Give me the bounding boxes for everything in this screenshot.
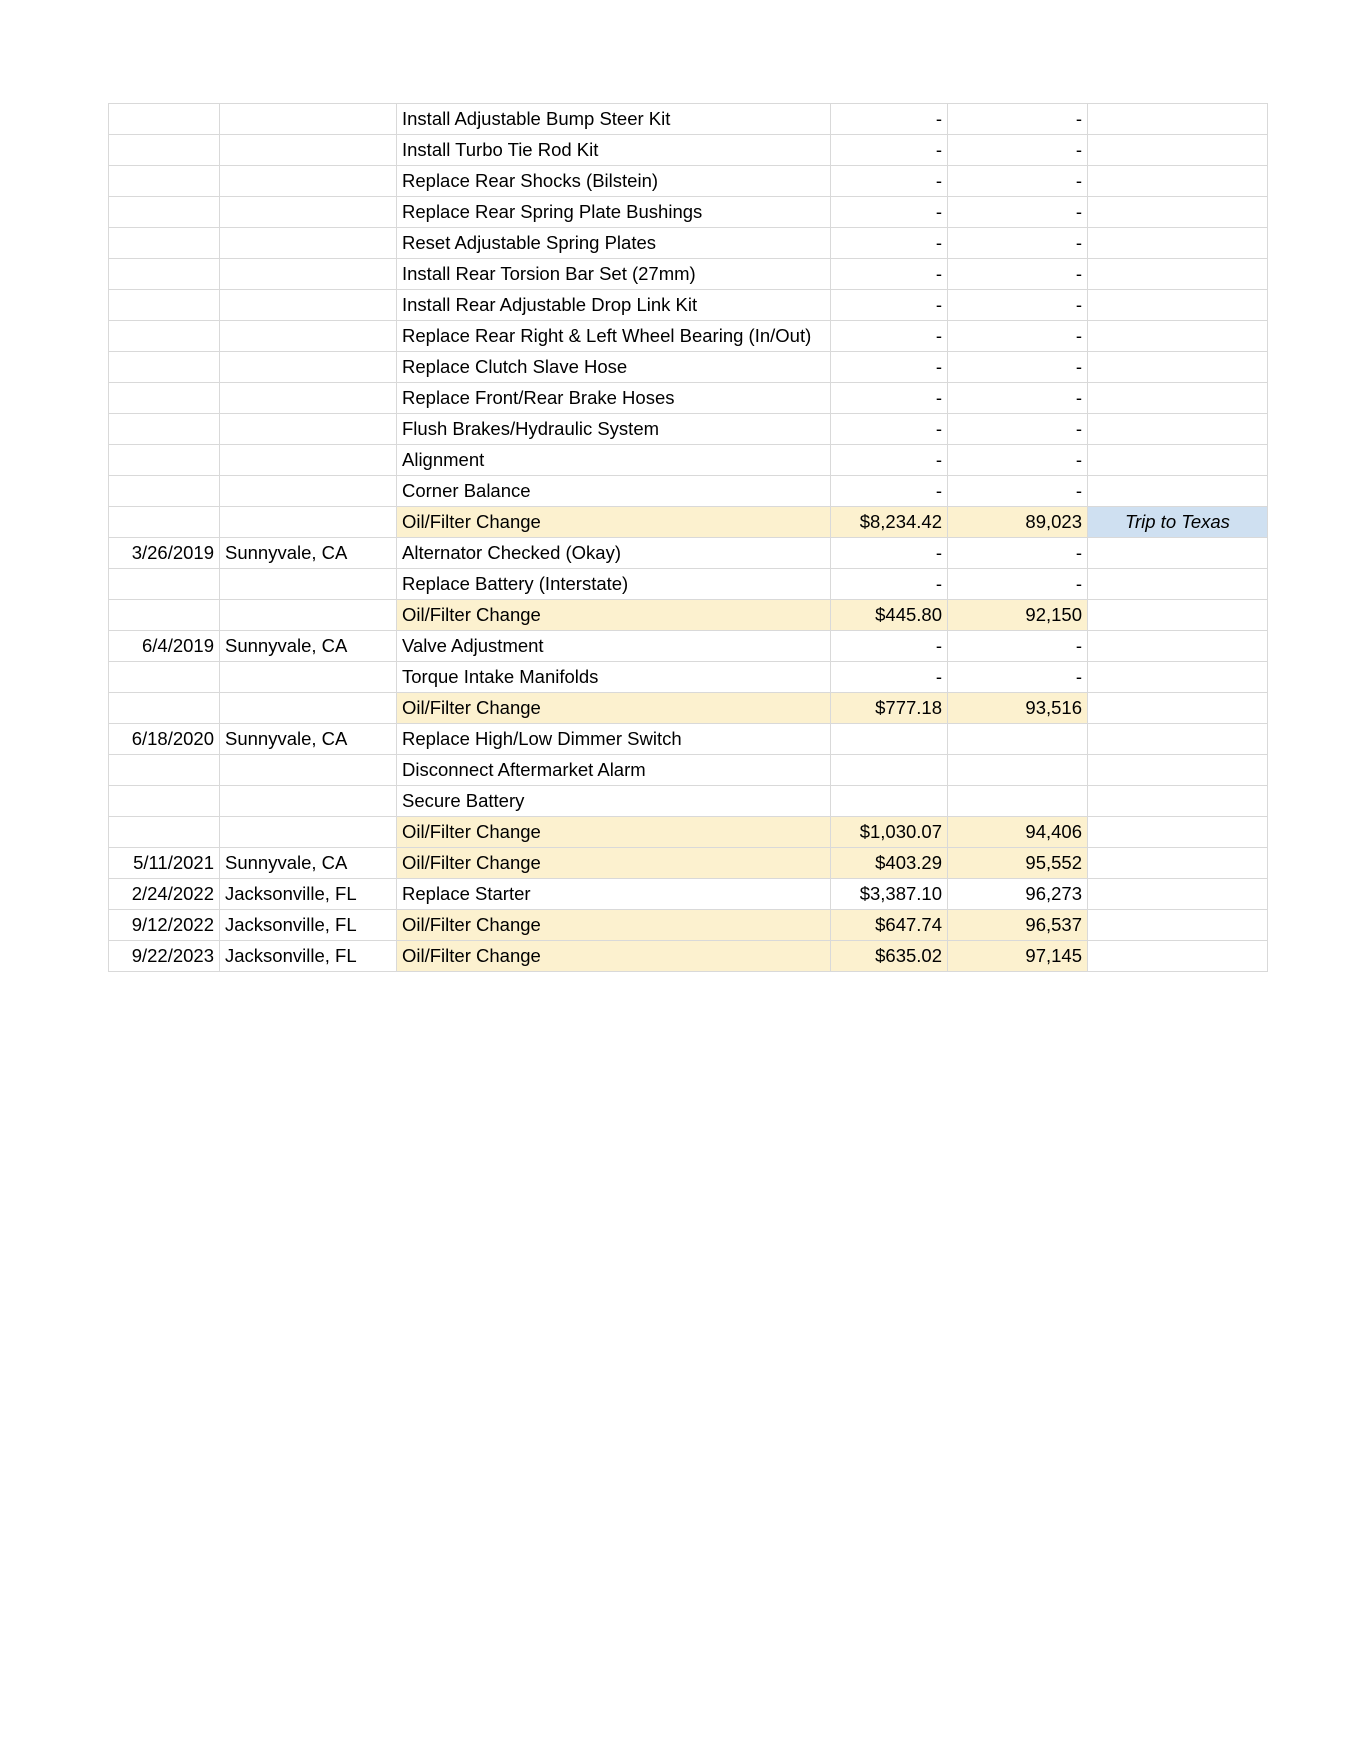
task-cell[interactable]: Alignment: [397, 445, 831, 476]
date-cell[interactable]: [109, 507, 220, 538]
note-cell[interactable]: [1088, 135, 1268, 166]
location-cell[interactable]: Sunnyvale, CA: [220, 538, 397, 569]
cost-cell[interactable]: -: [831, 662, 948, 693]
task-cell[interactable]: Install Rear Adjustable Drop Link Kit: [397, 290, 831, 321]
date-cell[interactable]: [109, 197, 220, 228]
note-cell[interactable]: [1088, 631, 1268, 662]
table-row: [109, 662, 1268, 693]
mileage-cell[interactable]: -: [948, 476, 1088, 507]
cost-cell[interactable]: -: [831, 538, 948, 569]
task-cell[interactable]: Replace Battery (Interstate): [397, 569, 831, 600]
task-cell[interactable]: Oil/Filter Change: [397, 941, 831, 972]
note-cell[interactable]: Trip to Texas: [1088, 507, 1268, 538]
cost-cell[interactable]: -: [831, 321, 948, 352]
task-cell[interactable]: Flush Brakes/Hydraulic System: [397, 414, 831, 445]
table-row: [109, 507, 1268, 538]
cost-cell[interactable]: -: [831, 228, 948, 259]
cost-cell[interactable]: $445.80: [831, 600, 948, 631]
note-cell[interactable]: [1088, 724, 1268, 755]
mileage-cell[interactable]: [948, 786, 1088, 817]
note-cell[interactable]: [1088, 476, 1268, 507]
mileage-cell[interactable]: -: [948, 197, 1088, 228]
note-cell[interactable]: [1088, 259, 1268, 290]
location-cell[interactable]: Sunnyvale, CA: [220, 631, 397, 662]
mileage-cell[interactable]: 96,537: [948, 910, 1088, 941]
note-cell[interactable]: [1088, 352, 1268, 383]
location-cell[interactable]: [220, 197, 397, 228]
mileage-cell[interactable]: -: [948, 166, 1088, 197]
table-row: [109, 259, 1268, 290]
cost-cell[interactable]: -: [831, 569, 948, 600]
mileage-cell[interactable]: 95,552: [948, 848, 1088, 879]
table-row: [109, 104, 1268, 135]
table-row: [109, 631, 1268, 662]
location-cell[interactable]: Sunnyvale, CA: [220, 848, 397, 879]
table-row: [109, 135, 1268, 166]
maintenance-log-table: [108, 103, 1268, 972]
note-cell[interactable]: [1088, 817, 1268, 848]
note-cell[interactable]: [1088, 197, 1268, 228]
task-cell[interactable]: Replace Front/Rear Brake Hoses: [397, 383, 831, 414]
task-cell[interactable]: Disconnect Aftermarket Alarm: [397, 755, 831, 786]
date-cell[interactable]: [109, 414, 220, 445]
table-row: [109, 445, 1268, 476]
mileage-cell[interactable]: -: [948, 414, 1088, 445]
mileage-cell[interactable]: [948, 755, 1088, 786]
date-cell[interactable]: [109, 786, 220, 817]
table-row: [109, 941, 1268, 972]
cost-cell[interactable]: $635.02: [831, 941, 948, 972]
task-cell[interactable]: Torque Intake Manifolds: [397, 662, 831, 693]
mileage-cell[interactable]: 92,150: [948, 600, 1088, 631]
task-cell[interactable]: Secure Battery: [397, 786, 831, 817]
location-cell[interactable]: [220, 693, 397, 724]
table-row: [109, 383, 1268, 414]
table-row: [109, 538, 1268, 569]
date-cell[interactable]: 3/26/2019: [109, 538, 220, 569]
location-cell[interactable]: [220, 259, 397, 290]
cost-cell[interactable]: -: [831, 104, 948, 135]
table-row: [109, 600, 1268, 631]
table-row: [109, 879, 1268, 910]
date-cell[interactable]: [109, 104, 220, 135]
location-cell[interactable]: [220, 569, 397, 600]
location-cell[interactable]: [220, 135, 397, 166]
date-cell[interactable]: [109, 135, 220, 166]
date-cell[interactable]: [109, 321, 220, 352]
date-cell[interactable]: [109, 166, 220, 197]
task-cell[interactable]: Replace Rear Spring Plate Bushings: [397, 197, 831, 228]
task-cell[interactable]: Reset Adjustable Spring Plates: [397, 228, 831, 259]
location-cell[interactable]: Sunnyvale, CA: [220, 724, 397, 755]
cost-cell[interactable]: $777.18: [831, 693, 948, 724]
date-cell[interactable]: 5/11/2021: [109, 848, 220, 879]
mileage-cell[interactable]: -: [948, 321, 1088, 352]
date-cell[interactable]: [109, 228, 220, 259]
cost-cell[interactable]: -: [831, 476, 948, 507]
task-cell[interactable]: Install Adjustable Bump Steer Kit: [397, 104, 831, 135]
mileage-cell[interactable]: -: [948, 228, 1088, 259]
mileage-cell[interactable]: -: [948, 290, 1088, 321]
table-row: [109, 321, 1268, 352]
mileage-cell[interactable]: -: [948, 631, 1088, 662]
note-cell[interactable]: [1088, 910, 1268, 941]
note-cell[interactable]: [1088, 383, 1268, 414]
cost-cell[interactable]: -: [831, 414, 948, 445]
table-row: [109, 352, 1268, 383]
mileage-cell[interactable]: -: [948, 383, 1088, 414]
location-cell[interactable]: [220, 383, 397, 414]
table-row: [109, 166, 1268, 197]
date-cell[interactable]: [109, 662, 220, 693]
mileage-cell[interactable]: -: [948, 569, 1088, 600]
note-cell[interactable]: [1088, 414, 1268, 445]
task-cell[interactable]: Oil/Filter Change: [397, 693, 831, 724]
date-cell[interactable]: [109, 693, 220, 724]
task-cell[interactable]: Oil/Filter Change: [397, 910, 831, 941]
task-cell[interactable]: Install Turbo Tie Rod Kit: [397, 135, 831, 166]
mileage-cell[interactable]: -: [948, 104, 1088, 135]
note-cell[interactable]: [1088, 755, 1268, 786]
date-cell[interactable]: [109, 383, 220, 414]
location-cell[interactable]: [220, 507, 397, 538]
cost-cell[interactable]: -: [831, 166, 948, 197]
location-cell[interactable]: [220, 104, 397, 135]
location-cell[interactable]: [220, 290, 397, 321]
cost-cell[interactable]: $1,030.07: [831, 817, 948, 848]
task-cell[interactable]: Oil/Filter Change: [397, 817, 831, 848]
mileage-cell[interactable]: 89,023: [948, 507, 1088, 538]
mileage-cell[interactable]: -: [948, 259, 1088, 290]
task-cell[interactable]: Replace High/Low Dimmer Switch: [397, 724, 831, 755]
table-row: [109, 848, 1268, 879]
location-cell[interactable]: [220, 476, 397, 507]
cost-cell[interactable]: -: [831, 631, 948, 662]
task-cell[interactable]: Replace Rear Shocks (Bilstein): [397, 166, 831, 197]
cost-cell[interactable]: -: [831, 197, 948, 228]
note-cell[interactable]: [1088, 166, 1268, 197]
cost-cell[interactable]: [831, 755, 948, 786]
cost-cell[interactable]: -: [831, 383, 948, 414]
location-cell[interactable]: [220, 228, 397, 259]
cost-cell[interactable]: $8,234.42: [831, 507, 948, 538]
cost-cell[interactable]: [831, 786, 948, 817]
location-cell[interactable]: Jacksonville, FL: [220, 910, 397, 941]
table-row: [109, 786, 1268, 817]
task-cell[interactable]: Replace Rear Right & Left Wheel Bearing (In/Out): [397, 321, 831, 352]
mileage-cell[interactable]: 96,273: [948, 879, 1088, 910]
cost-cell[interactable]: $403.29: [831, 848, 948, 879]
location-cell[interactable]: [220, 786, 397, 817]
location-cell[interactable]: [220, 445, 397, 476]
date-cell[interactable]: [109, 445, 220, 476]
note-cell[interactable]: [1088, 538, 1268, 569]
location-cell[interactable]: [220, 662, 397, 693]
date-cell[interactable]: [109, 259, 220, 290]
location-cell[interactable]: [220, 414, 397, 445]
mileage-cell[interactable]: [948, 724, 1088, 755]
cost-cell[interactable]: [831, 724, 948, 755]
cost-cell[interactable]: -: [831, 135, 948, 166]
cost-cell[interactable]: $647.74: [831, 910, 948, 941]
note-cell[interactable]: [1088, 941, 1268, 972]
location-cell[interactable]: Jacksonville, FL: [220, 941, 397, 972]
task-cell[interactable]: Replace Clutch Slave Hose: [397, 352, 831, 383]
location-cell[interactable]: [220, 817, 397, 848]
table-row: [109, 228, 1268, 259]
table-row: [109, 817, 1268, 848]
date-cell[interactable]: [109, 290, 220, 321]
task-cell[interactable]: Oil/Filter Change: [397, 848, 831, 879]
date-cell[interactable]: [109, 600, 220, 631]
mileage-cell[interactable]: -: [948, 538, 1088, 569]
note-cell[interactable]: [1088, 228, 1268, 259]
note-cell[interactable]: [1088, 693, 1268, 724]
note-cell[interactable]: [1088, 445, 1268, 476]
note-cell[interactable]: [1088, 786, 1268, 817]
date-cell[interactable]: [109, 476, 220, 507]
cost-cell[interactable]: -: [831, 352, 948, 383]
date-cell[interactable]: [109, 352, 220, 383]
table-row: [109, 476, 1268, 507]
note-cell[interactable]: [1088, 321, 1268, 352]
task-cell[interactable]: Valve Adjustment: [397, 631, 831, 662]
mileage-cell[interactable]: 94,406: [948, 817, 1088, 848]
mileage-cell[interactable]: -: [948, 352, 1088, 383]
mileage-cell[interactable]: 97,145: [948, 941, 1088, 972]
cost-cell[interactable]: -: [831, 290, 948, 321]
date-cell[interactable]: 9/22/2023: [109, 941, 220, 972]
table-row: [109, 693, 1268, 724]
table-row: [109, 755, 1268, 786]
mileage-cell[interactable]: 93,516: [948, 693, 1088, 724]
task-cell[interactable]: Replace Starter: [397, 879, 831, 910]
table-row: [109, 569, 1268, 600]
task-cell[interactable]: Alternator Checked (Okay): [397, 538, 831, 569]
cost-cell[interactable]: $3,387.10: [831, 879, 948, 910]
date-cell[interactable]: 2/24/2022: [109, 879, 220, 910]
location-cell[interactable]: [220, 166, 397, 197]
table-row: [109, 414, 1268, 445]
location-cell[interactable]: [220, 352, 397, 383]
note-cell[interactable]: [1088, 662, 1268, 693]
task-cell[interactable]: Install Rear Torsion Bar Set (27mm): [397, 259, 831, 290]
mileage-cell[interactable]: -: [948, 445, 1088, 476]
date-cell[interactable]: [109, 755, 220, 786]
date-cell[interactable]: 6/4/2019: [109, 631, 220, 662]
location-cell[interactable]: [220, 321, 397, 352]
table-row: [109, 724, 1268, 755]
note-cell[interactable]: [1088, 600, 1268, 631]
task-cell[interactable]: Corner Balance: [397, 476, 831, 507]
note-cell[interactable]: [1088, 104, 1268, 135]
note-cell[interactable]: [1088, 848, 1268, 879]
cost-cell[interactable]: -: [831, 445, 948, 476]
task-cell[interactable]: Oil/Filter Change: [397, 507, 831, 538]
cost-cell[interactable]: -: [831, 259, 948, 290]
table-row: [109, 290, 1268, 321]
date-cell[interactable]: 9/12/2022: [109, 910, 220, 941]
maintenance-log-body: [109, 104, 1268, 972]
date-cell[interactable]: [109, 569, 220, 600]
task-cell[interactable]: Oil/Filter Change: [397, 600, 831, 631]
note-cell[interactable]: [1088, 290, 1268, 321]
table-row: [109, 197, 1268, 228]
location-cell[interactable]: [220, 755, 397, 786]
location-cell[interactable]: [220, 600, 397, 631]
table-row: [109, 910, 1268, 941]
mileage-cell[interactable]: -: [948, 135, 1088, 166]
note-cell[interactable]: [1088, 879, 1268, 910]
note-cell[interactable]: [1088, 569, 1268, 600]
date-cell[interactable]: [109, 817, 220, 848]
mileage-cell[interactable]: -: [948, 662, 1088, 693]
date-cell[interactable]: 6/18/2020: [109, 724, 220, 755]
location-cell[interactable]: Jacksonville, FL: [220, 879, 397, 910]
